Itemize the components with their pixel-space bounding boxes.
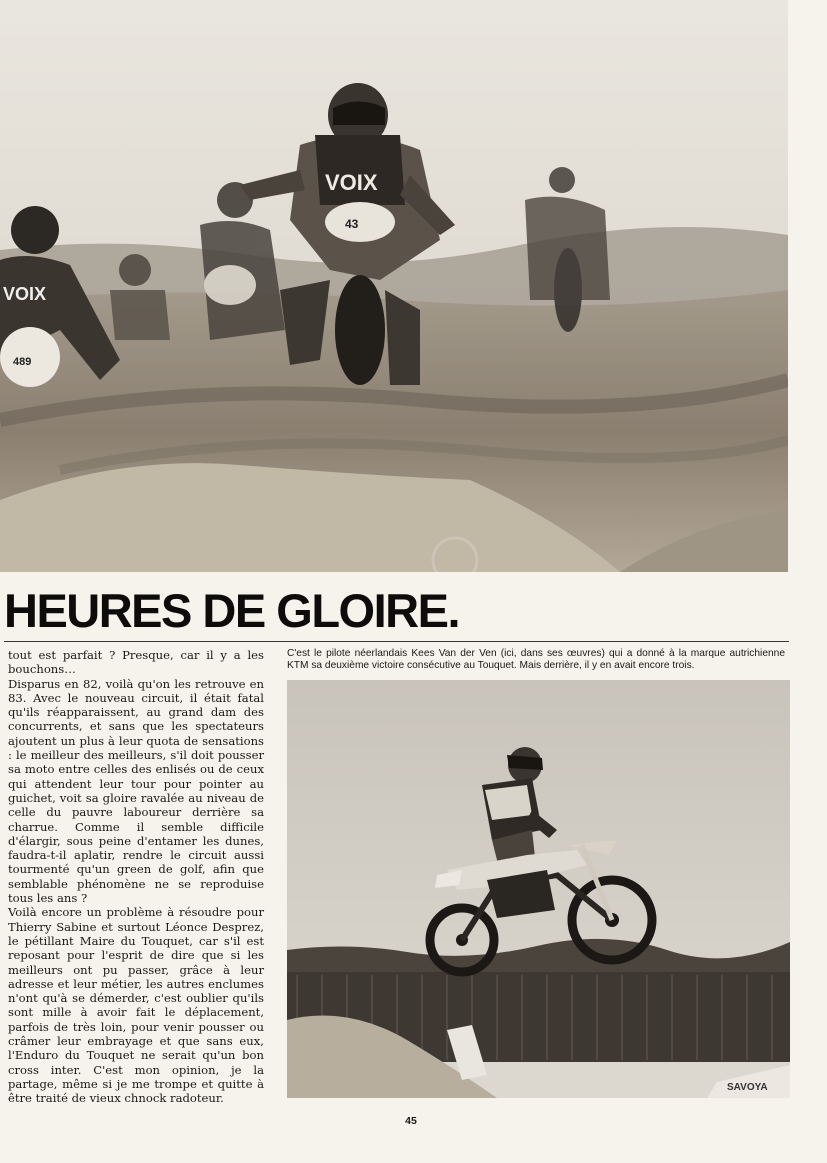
divider-rule [4, 641, 789, 642]
body-paragraph-3: Voilà encore un problème à résoudre pour Thierry Sabine et surtout Léonce Desprez, le pétillant Maire du Touquet, car s'il est reposant pour l'esprit de dire que si les meilleurs ont pu passer, grâce à leur adresse et leur métier, les autres enclumes n'ont qu'à se démerder, c'est oublier qu'ils sont mille à avoir fait le déplacement, parfois de très loin, pour venir pousser ou crâmer leur embrayage et que sans eux, l'Enduro du Touquet ne serait qu'un bon cross inter. C'est mon opinion, je la partage, même si je me trompe et quitte à être traité de vieux chnock radoteur. [8, 905, 264, 1106]
body-paragraph-1: tout est parfait ? Presque, car il y a les bouchons… [8, 648, 264, 677]
page-headline: HEURES DE GLOIRE. [4, 584, 460, 637]
sponsor-text-center: VOIX [325, 170, 378, 195]
banner-text: SAVOYA [727, 1082, 768, 1093]
article-body-column [8, 648, 264, 1106]
body-paragraph-2: Disparus en 82, voilà qu'on les retrouve en 83. Avec le nouveau circuit, il était fatal qu'ils réapparaissent, au grand dam des concurrents, et sans que les spectateurs ajoutent un plus à leur quota de sensations : le meilleur des meilleurs, s'il doit pousser sa moto entre celles des enlisés ou de ceux qui attendent leur tour pour pointer au guichet, voit sa gloire ravalée au niveau de celle du pauvre laboureur derrière sa charrue. Comme il semble difficile d'élargir, sous peine d'entamer les dunes, faudra-t-il aplatir, rendre le circuit aussi tourmenté qu'un green de golf, afin que semblable phénomène ne se reproduise tous les ans ? [8, 676, 264, 906]
race-number-489: 489 [13, 356, 32, 368]
motocross-race-photo [0, 0, 788, 572]
page-number: 45 [405, 1115, 417, 1127]
race-number-43: 43 [345, 217, 359, 231]
photo-caption: C'est le pilote néerlandais Kees Van der Ven (ici, dans ses œuvres) qui a donné à la marque autrichienne KTM sa deuxième victoire consécutive au Touquet. Mais derrière, il y en avait encore trois. [287, 648, 785, 671]
motocross-jump-photo [287, 680, 790, 1098]
sponsor-text-left: VOIX [3, 284, 47, 304]
